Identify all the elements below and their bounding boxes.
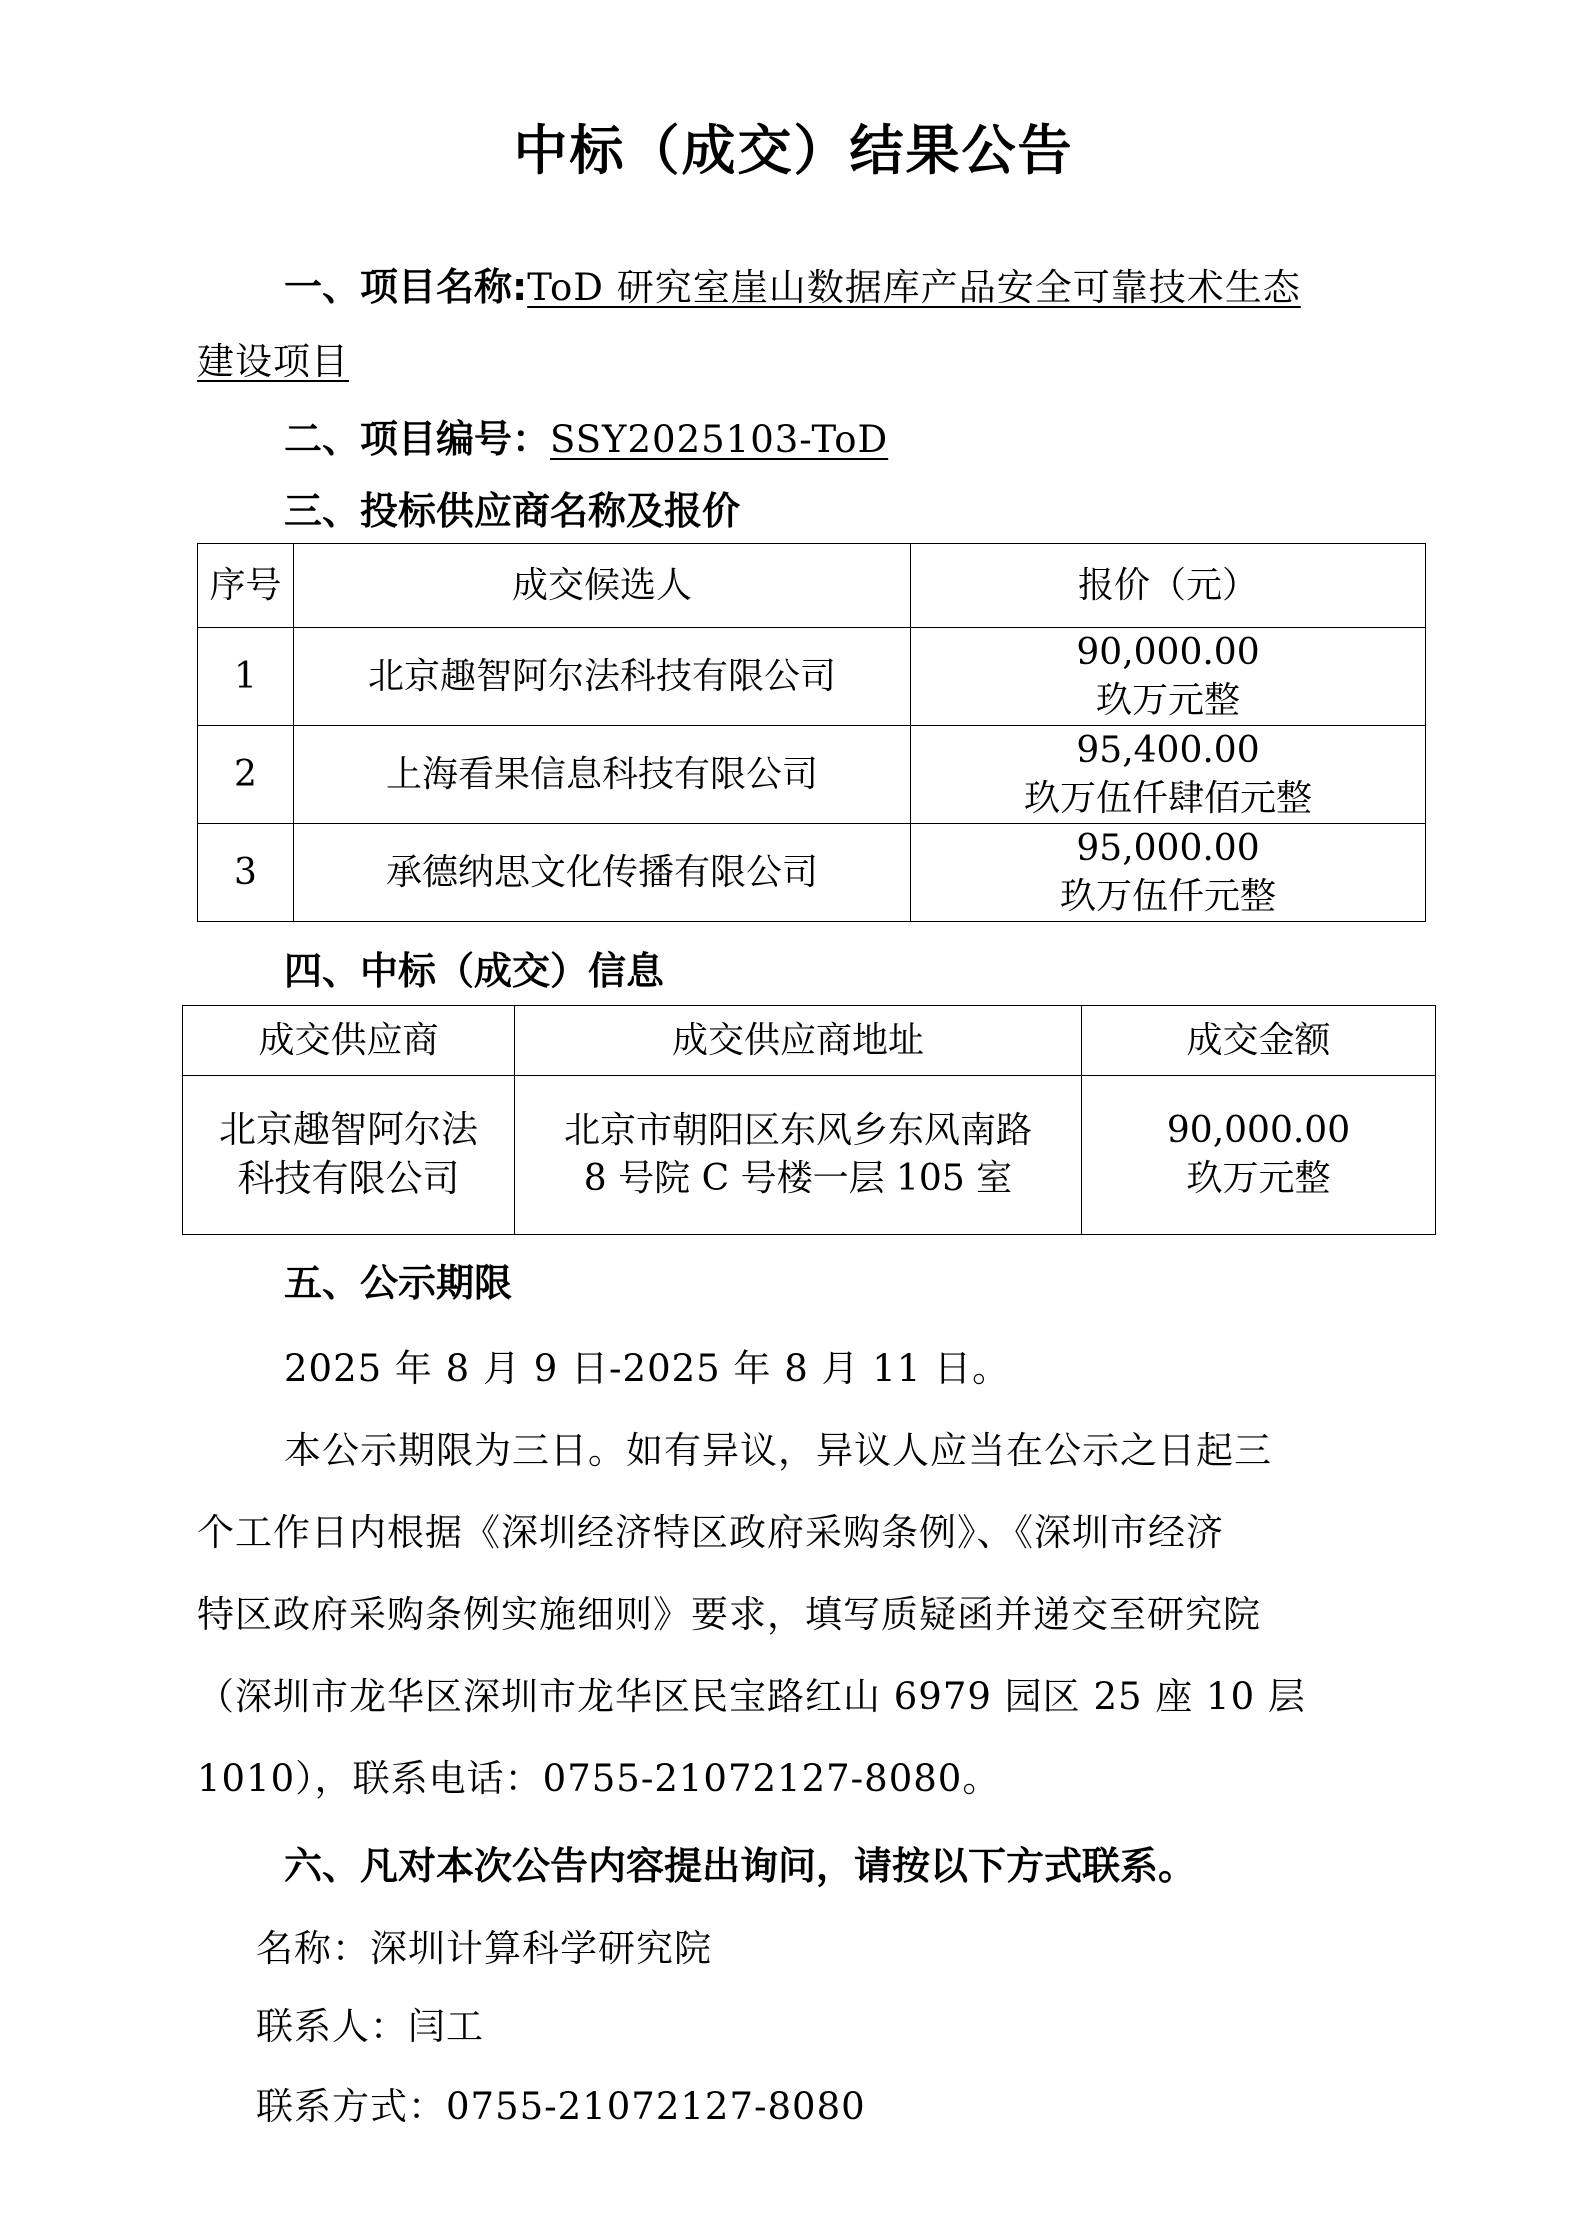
row-no: 3 xyxy=(198,824,294,922)
row-candidate: 承德纳思文化传播有限公司 xyxy=(294,824,911,922)
award-header-row xyxy=(183,1006,1436,1076)
award-address xyxy=(515,1076,1082,1235)
page-title: 中标（成交）结果公告 xyxy=(513,119,1074,182)
contact-org-name: 名称：深圳计算科学研究院 xyxy=(256,1927,712,1970)
header-amount: 成交金额 xyxy=(1082,1006,1436,1076)
bidders-table xyxy=(197,543,1426,922)
header-no: 序号 xyxy=(198,544,294,628)
address-line: 8 号院 C 号楼一层 105 室 xyxy=(583,1158,1013,1199)
table-row xyxy=(198,628,1426,726)
project-name-label: 一、项目名称: xyxy=(284,265,528,309)
amount-words: 玖万元整 xyxy=(1186,1158,1331,1199)
price-words: 玖万伍仟肆佰元整 xyxy=(1023,777,1312,819)
notice-line: （深圳市龙华区深圳市龙华区民宝路红山 6979 园区 25 座 10 层 xyxy=(197,1675,1306,1718)
project-name-value-cont: 建设项目 xyxy=(197,340,349,383)
header-candidate: 成交候选人 xyxy=(294,544,911,628)
contact-heading: 六、凡对本次公告内容提出询问，请按以下方式联系。 xyxy=(284,1844,1197,1888)
row-price xyxy=(911,824,1426,922)
supplier-line: 科技有限公司 xyxy=(237,1157,460,1200)
table-row xyxy=(198,824,1426,922)
address-line: 北京市朝阳区东风乡东风南路 xyxy=(563,1110,1032,1152)
project-name-value: ToD 研究室崖山数据库产品安全可靠技术生态 xyxy=(527,266,1301,309)
price-words: 玖万伍仟元整 xyxy=(1059,875,1276,917)
project-number-line xyxy=(284,408,888,463)
period-text: 2025 年 8 月 9 日-2025 年 8 月 11 日。 xyxy=(284,1347,1011,1390)
award-supplier xyxy=(183,1076,515,1235)
notice-line: 个工作日内根据《深圳经济特区政府采购条例》、《深圳市经济 xyxy=(197,1511,1224,1554)
price-amount: 90,000.00 xyxy=(1076,631,1260,673)
row-no: 1 xyxy=(198,628,294,726)
notice-line: 特区政府采购条例实施细则》要求，填写质疑函并递交至研究院 xyxy=(197,1593,1261,1636)
price-words: 玖万元整 xyxy=(1095,679,1240,721)
amount-value: 90,000.00 xyxy=(1166,1110,1351,1152)
award-amount xyxy=(1082,1076,1436,1235)
contact-person: 联系人：闫工 xyxy=(256,2005,484,2048)
header-price: 报价（元） xyxy=(911,544,1426,628)
award-heading: 四、中标（成交）信息 xyxy=(284,949,665,993)
supplier-line: 北京趣智阿尔法 xyxy=(219,1108,478,1152)
table-row xyxy=(198,726,1426,824)
header-address: 成交供应商地址 xyxy=(515,1006,1082,1076)
project-name-line xyxy=(284,256,1301,311)
project-number-value: SSY2025103-ToD xyxy=(550,418,889,461)
row-price xyxy=(911,726,1426,824)
period-heading: 五、公示期限 xyxy=(284,1261,513,1305)
award-table xyxy=(182,1005,1436,1235)
row-no: 2 xyxy=(198,726,294,824)
row-candidate: 上海看果信息科技有限公司 xyxy=(294,726,911,824)
price-amount: 95,000.00 xyxy=(1076,827,1260,869)
header-supplier: 成交供应商 xyxy=(183,1006,515,1076)
row-price xyxy=(911,628,1426,726)
price-amount: 95,400.00 xyxy=(1076,729,1260,771)
notice-line: 本公示期限为三日。如有异议，异议人应当在公示之日起三 xyxy=(284,1429,1272,1472)
contact-phone: 联系方式：0755-21072127-8080 xyxy=(256,2085,866,2128)
bidders-heading: 三、投标供应商名称及报价 xyxy=(284,489,741,533)
project-number-label: 二、项目编号： xyxy=(284,417,551,461)
award-row xyxy=(183,1076,1436,1235)
notice-line: 1010），联系电话：0755-21072127-8080。 xyxy=(197,1757,1001,1800)
table-header-row xyxy=(198,544,1426,628)
row-candidate: 北京趣智阿尔法科技有限公司 xyxy=(294,628,911,726)
